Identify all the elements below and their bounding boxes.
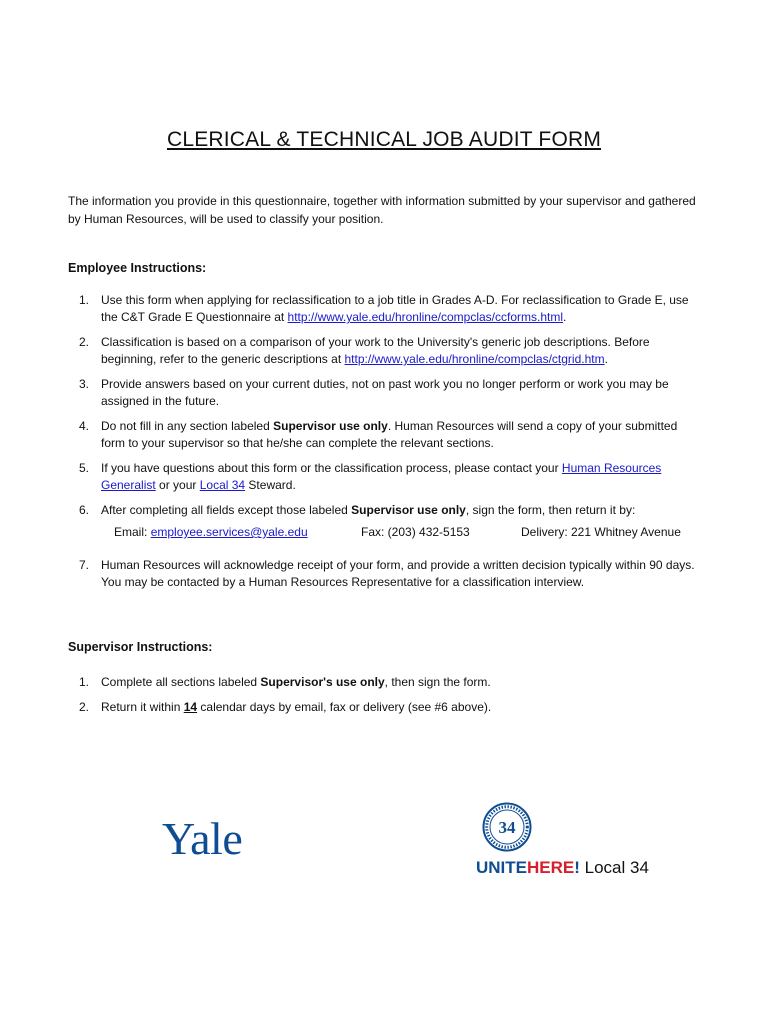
contact-fax: Fax: (203) 432-5153 [361, 525, 470, 539]
supervisor-instructions-heading: Supervisor Instructions: [68, 640, 213, 654]
item-text: Complete all sections labeled [101, 675, 261, 689]
list-item [68, 376, 698, 410]
item-number: 1. [79, 675, 90, 689]
local-34-seal-icon [482, 802, 532, 852]
item-text: , then sign the form. [384, 675, 491, 689]
list-item [68, 460, 698, 494]
list-item [68, 502, 698, 541]
list-item [68, 334, 698, 368]
list-item [68, 699, 698, 716]
yale-logo: Yale [162, 813, 243, 864]
item-number: 1. [79, 293, 90, 307]
intro-paragraph: The information you provide in this questionnaire, together with information submitted by your supervisor and gathered by Human Resources, will be used to classify your position. [68, 194, 696, 226]
item-text: or your [155, 478, 200, 492]
ccforms-link[interactable]: http://www.yale.edu/hronline/compclas/ccforms.html [287, 310, 563, 324]
item-text: calendar days by email, fax or delivery (see #6 above). [197, 700, 492, 714]
item-text: . [563, 310, 567, 324]
list-item [68, 418, 698, 452]
underlined-number: 14 [183, 700, 198, 714]
item-text: . Human Resources will send a copy of your submitted form to your supervisor so that he/she can complete the relevant sections. [101, 419, 678, 450]
bold-text: Supervisor's use only [260, 675, 385, 689]
item-text: Use this form when applying for reclassification to a job title in Grades A-D. For reclassification to Grade E, use the C&T Grade E Questionnaire at [101, 293, 689, 324]
unite-text: UNITE [476, 858, 527, 877]
employee-instructions-heading: Employee Instructions: [68, 261, 207, 275]
item-text: , sign the form, then return it by: [465, 503, 636, 517]
item-number: 6. [79, 503, 90, 517]
bold-text: Supervisor use only [351, 503, 466, 517]
exclamation-text: ! [574, 858, 580, 877]
local-34-link[interactable]: Local 34 [199, 478, 246, 492]
item-text: Do not fill in any section labeled [101, 419, 274, 433]
item-number: 3. [79, 377, 90, 391]
email-link[interactable]: employee.services@yale.edu [150, 525, 308, 539]
page-title: CLERICAL & TECHNICAL JOB AUDIT FORM [166, 128, 602, 151]
contact-delivery: Delivery: 221 Whitney Avenue [521, 525, 681, 539]
item-number: 2. [79, 700, 90, 714]
unite-here-logo [476, 858, 649, 878]
seal-number: 34 [498, 818, 516, 837]
employee-instructions-list [68, 292, 698, 599]
bold-text: Supervisor use only [273, 419, 388, 433]
supervisor-instructions-list [68, 674, 698, 724]
here-text: HERE [527, 858, 575, 877]
item-text: Steward. [245, 478, 296, 492]
item-text: After completing all fields except those labeled [101, 503, 352, 517]
item-text: . [604, 352, 608, 366]
item-number: 7. [79, 558, 90, 572]
list-item [68, 557, 698, 591]
item-text: Return it within [101, 700, 184, 714]
item-number: 2. [79, 335, 90, 349]
contact-row [114, 523, 698, 541]
local-text: Local 34 [579, 858, 649, 877]
ctgrid-link[interactable]: http://www.yale.edu/hronline/compclas/ctgrid.htm [344, 352, 605, 366]
item-text: Provide answers based on your current duties, not on past work you no longer perform or work you may be assigned in the future. [101, 377, 669, 408]
email-label: Email: [114, 525, 151, 539]
hr-generalist-link[interactable]: Human Resources Generalist [101, 461, 662, 492]
item-text: Human Resources will acknowledge receipt of your form, and provide a written decision typically within 90 days. You may be contacted by a Human Resources Representative for a classification interview. [101, 558, 695, 589]
item-number: 4. [79, 419, 90, 433]
list-item [68, 674, 698, 691]
contact-email [114, 523, 361, 541]
item-text: If you have questions about this form or the classification process, please contact your [101, 461, 562, 475]
item-text: Classification is based on a comparison of your work to the University's generic job descriptions. Before beginning, refer to the generic descriptions at [101, 335, 650, 366]
item-number: 5. [79, 461, 90, 475]
list-item [68, 292, 698, 326]
